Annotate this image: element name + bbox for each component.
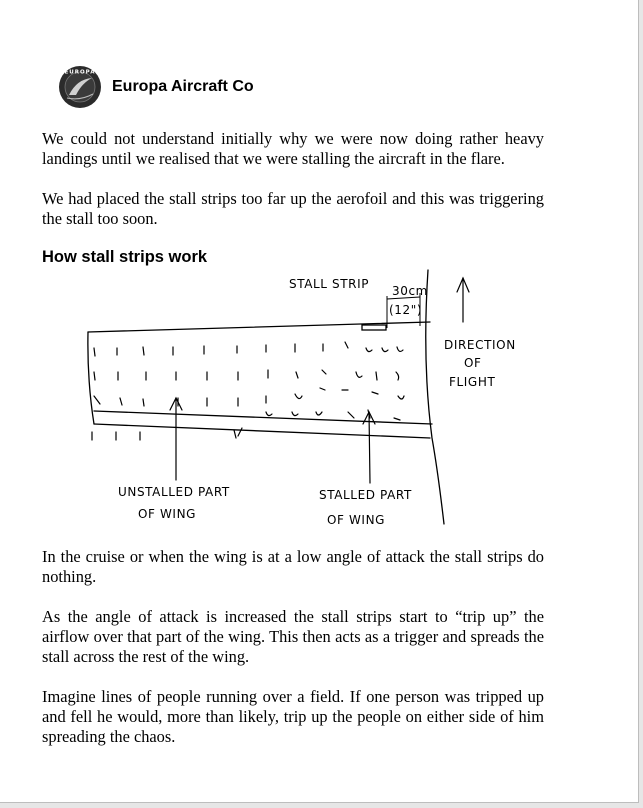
stall-strip-label: STALL STRIP [289, 277, 370, 291]
paragraph-heavy-landings: We could not understand initially why we were now doing rather heavy landings until we realised that we were stalling the aircraft in the flare. [42, 129, 544, 168]
logo-text: EUROPA [64, 69, 96, 76]
paragraph-strip-placement: We had placed the stall strips too far up the aerofoil and this was triggering the stall too soon. [42, 189, 544, 228]
unstalled-label-line1: UNSTALLED PART [118, 485, 230, 499]
company-name: Europa Aircraft Co [112, 78, 254, 95]
europa-logo-icon [58, 65, 102, 109]
leader-lines [170, 278, 469, 483]
dimension-inch-label: (12") [389, 303, 423, 317]
stall-strip-diagram [80, 262, 550, 532]
paragraph-angle-of-attack: As the angle of attack is increased the stall strips start to “trip up” the airflow over that part of the wing. This then acts as a trigger and spreads the stall across the rest of the wing. [42, 607, 544, 666]
stall-strip [362, 325, 386, 330]
direction-of-flight-line2: OF [464, 356, 482, 370]
stalled-label-line2: OF WING [327, 513, 386, 527]
direction-of-flight-line1: DIRECTION [444, 338, 516, 352]
document-header [58, 64, 254, 110]
stalled-label-line1: STALLED PART [319, 488, 412, 502]
unstalled-label-line2: OF WING [138, 507, 197, 521]
dimension-cm-label: 30cm [392, 284, 428, 298]
direction-of-flight-line3: FLIGHT [449, 375, 496, 389]
section-heading: How stall strips work [42, 248, 208, 266]
paragraph-analogy: Imagine lines of people running over a field. If one person was tripped up and fell he would, more than likely, trip up the people on either side of him spreading the chaos. [42, 687, 544, 746]
paragraph-cruise: In the cruise or when the wing is at a low angle of attack the stall strips do nothing. [42, 547, 544, 586]
